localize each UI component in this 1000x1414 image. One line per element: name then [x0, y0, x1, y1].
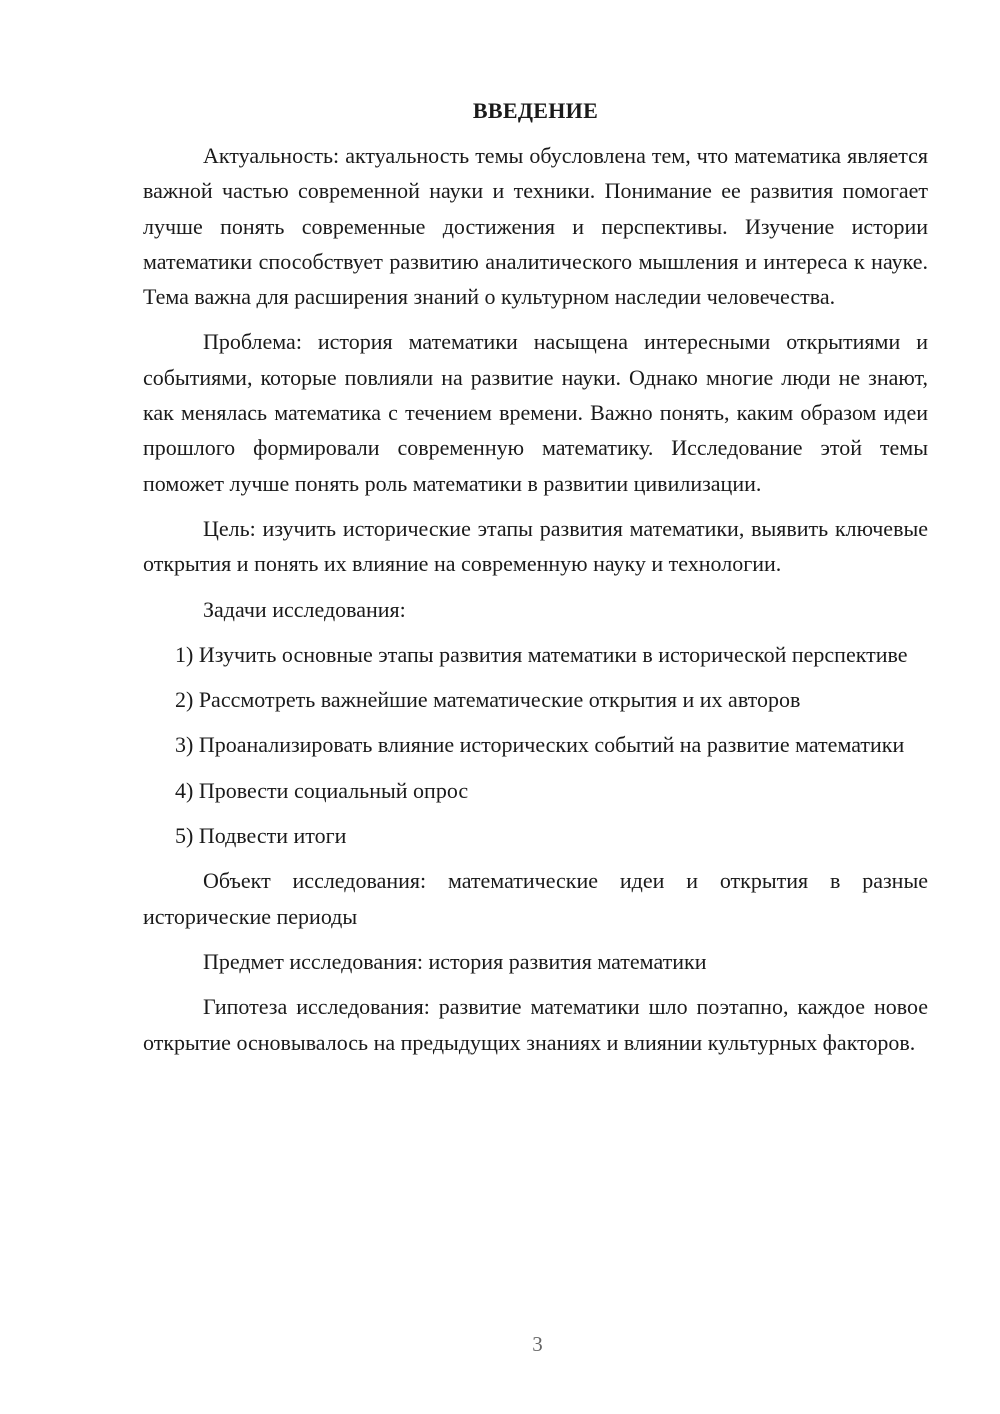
task-item: 2) Рассмотреть важнейшие математические открытия и их авторов — [175, 687, 801, 713]
problem-paragraph: Проблема: история математики насыщена интересными открытиями и событиями, которые повлияли на развитие науки. Однако многие люди не знают, как менялась математика с течением времени. Важно понять, каким образом идеи прошлого формировали современную математику. Исследование этой темы поможет лучше понять роль математики в развитии цивилизации. — [143, 329, 928, 496]
page-content — [143, 93, 928, 1070]
subject-paragraph: Предмет исследования: история развития математики — [203, 948, 707, 974]
object-paragraph: Объект исследования: математические идеи и открытия в разные исторические периоды — [143, 868, 928, 929]
hypothesis-paragraph: Гипотеза исследования: развитие математики шло поэтапно, каждое новое открытие основывалось на предыдущих знаниях и влиянии культурных факторов. — [143, 994, 928, 1055]
goal-paragraph: Цель: изучить исторические этапы развития математики, выявить ключевые открытия и понять их влияние на современную науку и технологии. — [143, 515, 928, 577]
page-number: 3 — [532, 1332, 543, 1356]
task-item: 5) Подвести итоги — [175, 823, 347, 849]
task-item: 4) Провести социальный опрос — [175, 777, 469, 803]
relevance-paragraph: Актуальность: актуальность темы обусловлена тем, что математика является важной частью современной науки и техники. Понимание ее развития помогает лучше понять современные достижения и перспективы. Изучение истории математики способствует развитию аналитического мышления и интереса к науке. Тема важна для расширения знаний о культурном наследии человечества. — [143, 143, 928, 310]
task-item: 3) Проанализировать влияние исторических событий на развитие математики — [175, 732, 905, 758]
tasks-heading: Задачи исследования: — [203, 596, 406, 622]
task-item: 1) Изучить основные этапы развития математики в исторической перспективе — [175, 641, 908, 667]
section-title: ВВЕДЕНИЕ — [472, 98, 599, 123]
